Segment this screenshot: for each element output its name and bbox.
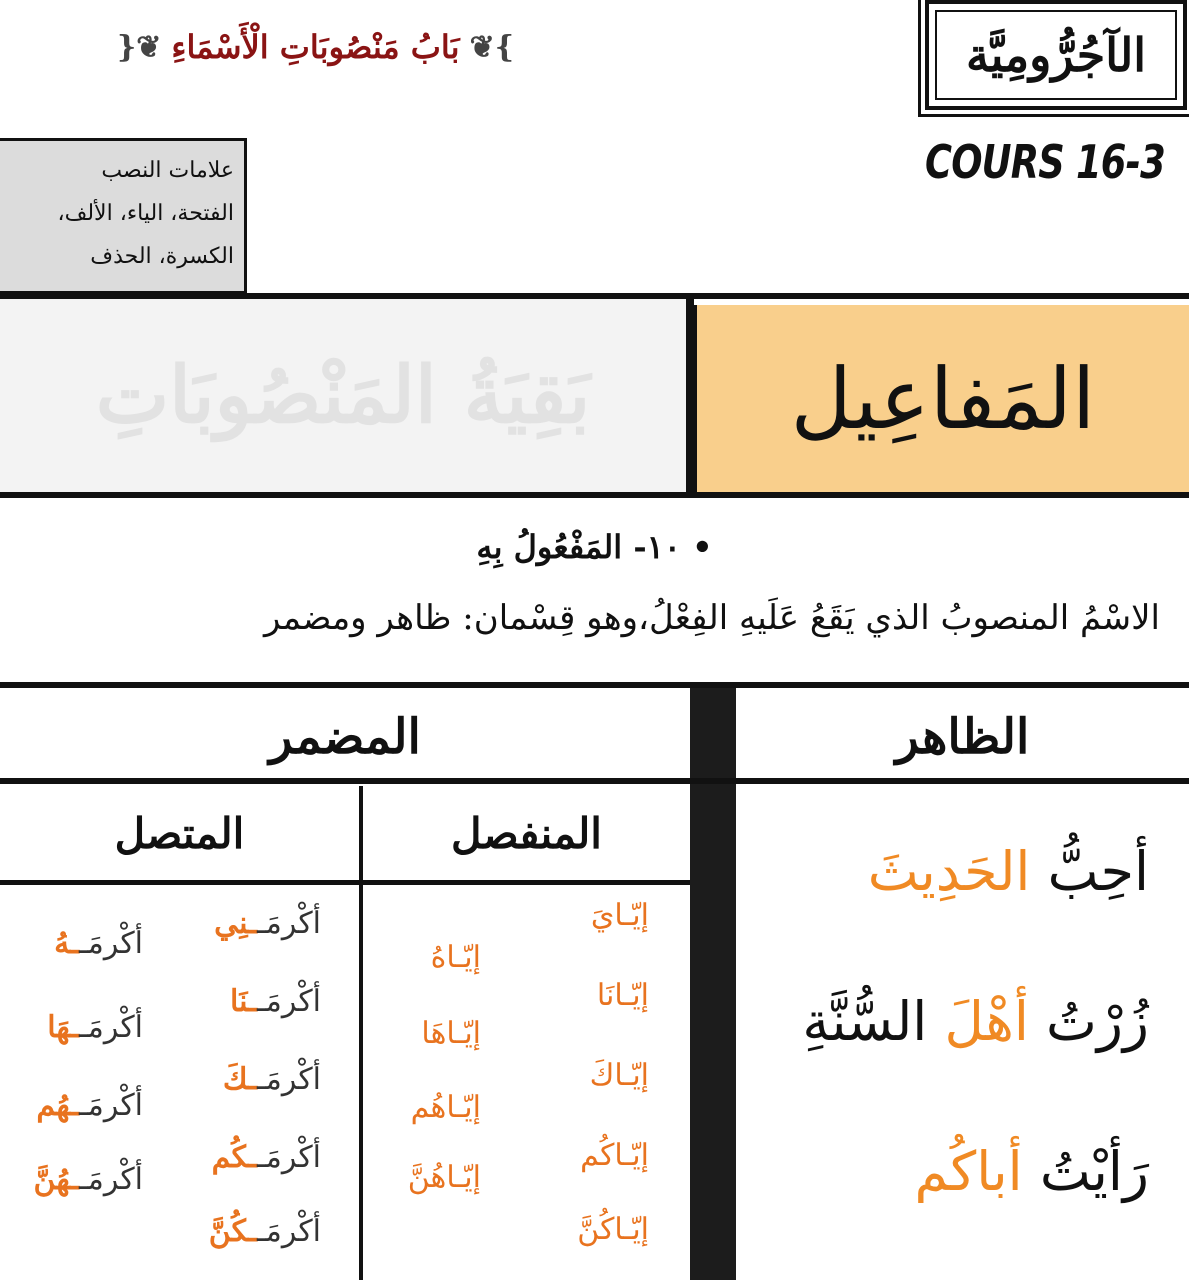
- table-header-rule: [0, 778, 1189, 784]
- muttasil-pronoun: [214, 906, 321, 941]
- verb-stem: أكْرمَـ: [78, 1088, 143, 1123]
- munfasil-pronoun: إيّـاكَ: [589, 1058, 649, 1093]
- munfasil-pronoun: إيّـاهَا: [421, 1016, 481, 1051]
- pronoun-suffix: ـكُنَّ: [208, 1214, 257, 1249]
- muttasil-pronoun: [212, 1140, 321, 1175]
- band-left-title: بَقِيَةُ المَنْصُوبَاتِ: [95, 350, 591, 441]
- verb-stem: أكْرمَـ: [78, 926, 143, 961]
- signs-box: [0, 138, 247, 294]
- example-verb: أحِبُّ: [1030, 840, 1149, 903]
- muttasil-pronoun: [34, 1162, 144, 1197]
- zahir-example: [915, 1140, 1149, 1203]
- verb-stem: أكْرمَـ: [256, 1140, 321, 1175]
- verb-stem: أكْرمَـ: [256, 1214, 321, 1249]
- pronoun-suffix: ـكَ: [222, 1062, 257, 1097]
- example-object: أهْلَ: [944, 990, 1029, 1053]
- verb-stem: أكْرمَـ: [256, 906, 321, 941]
- example-verb: رَأيْتُ: [1022, 1140, 1149, 1203]
- verb-stem: أكْرمَـ: [78, 1162, 143, 1197]
- course-code: COURS 16-3: [925, 135, 1165, 189]
- subheader-rule: [0, 880, 690, 885]
- zahir-example: [802, 990, 1149, 1053]
- example-rest: السُّنَّةِ: [802, 990, 945, 1053]
- pronoun-suffix: ـهُم: [36, 1088, 79, 1123]
- pronoun-suffix: ـهُ: [54, 926, 79, 961]
- munfasil-pronoun: إيّـاكُم: [580, 1138, 649, 1173]
- example-object: الحَدِيثَ: [867, 840, 1031, 903]
- definition-text: الاسْمُ المنصوبُ الذي يَقَعُ عَلَيهِ الفِعْلُ،وهو قِسْمان: ظاهر ومضمر: [264, 598, 1160, 638]
- example-verb: زُرْتُ: [1028, 990, 1149, 1053]
- muttasil-pronoun: [54, 926, 143, 961]
- example-object: أباكُم: [914, 1140, 1023, 1203]
- pronoun-suffix: ـنِي: [214, 906, 257, 941]
- munfasil-pronoun: إيّـاكُنَّ: [577, 1212, 649, 1247]
- signs-line-3: الكسرة، الحذف: [90, 244, 234, 269]
- header-muttasil: المتصل: [114, 808, 245, 858]
- signs-line-1: علامات النصب: [101, 158, 234, 183]
- munfasil-pronoun: إيّـاهُ: [430, 940, 481, 975]
- pronoun-suffix: ـهَا: [47, 1010, 79, 1045]
- verb-stem: أكْرمَـ: [256, 1062, 321, 1097]
- muttasil-pronoun: [47, 1010, 143, 1045]
- ornament-right-icon: }❦: [469, 29, 514, 65]
- muttasil-pronoun: [209, 1214, 321, 1249]
- logo-box: [925, 0, 1187, 110]
- signs-line-2: الفتحة، الياء، الألف،: [57, 201, 234, 226]
- ornament-left-icon: ❦{: [116, 29, 162, 65]
- muttasil-pronoun: [230, 984, 321, 1019]
- band-right-title: المَفاعِيل: [790, 349, 1096, 448]
- chapter-title-row: [14, 28, 514, 66]
- band-left-panel: [0, 299, 686, 492]
- muttasil-pronoun: [36, 1088, 143, 1123]
- munfasil-pronoun: إيّـايَ: [590, 898, 649, 933]
- verb-stem: أكْرمَـ: [256, 984, 321, 1019]
- logo-text: الآجُرُّومِيَّة: [965, 28, 1147, 82]
- munfasil-pronoun: إيّـانَا: [596, 978, 649, 1013]
- table-dark-separator: [690, 688, 736, 1280]
- pronoun-suffix: ـكُم: [211, 1140, 257, 1175]
- table-top-rule: [0, 682, 1189, 688]
- verb-stem: أكْرمَـ: [78, 1010, 143, 1045]
- munfasil-pronoun: إيّـاهُم: [410, 1090, 481, 1125]
- item-title: • ١٠- المَفْعُولُ بِهِ: [476, 528, 713, 566]
- chapter-title: بَابُ مَنْصُوبَاتِ الْأَسْمَاءِ: [171, 28, 460, 66]
- band-bottom-rule: [0, 492, 1189, 498]
- header-munfasil: المنفصل: [451, 808, 602, 858]
- band-right-panel: [694, 305, 1189, 492]
- header-mudmar: المضمر: [269, 709, 421, 765]
- pronoun-suffix: ـنَا: [229, 984, 257, 1019]
- header-zahir: الظاهر: [895, 709, 1030, 765]
- zahir-example: [868, 840, 1149, 903]
- pronoun-suffix: ـهُنَّ: [33, 1162, 79, 1197]
- muttasil-pronoun: [223, 1062, 321, 1097]
- band-divider: [686, 299, 694, 492]
- logo-frame: [935, 10, 1177, 100]
- munfasil-pronoun: إيّـاهُنَّ: [407, 1160, 481, 1195]
